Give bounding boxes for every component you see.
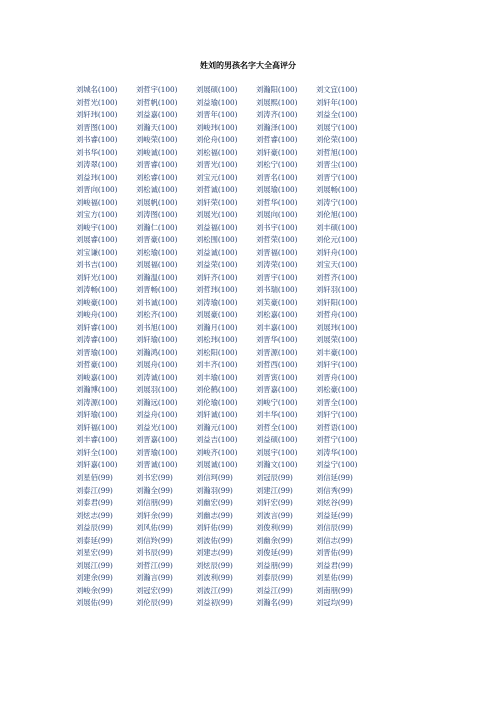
name-cell: 刘哲光(100) bbox=[76, 97, 118, 107]
name-cell: 刘轩荣(100) bbox=[196, 197, 238, 207]
name-cell: 刘书诚(100) bbox=[136, 297, 178, 307]
name-cell: 刘书旭(100) bbox=[136, 322, 178, 332]
name-cell: 刘益瑜(100) bbox=[196, 97, 238, 107]
name-cell: 刘信羚(99) bbox=[136, 535, 173, 545]
name-cell: 刘星宏(99) bbox=[76, 548, 113, 558]
name-cell: 刘幽宏(99) bbox=[196, 498, 233, 508]
name-cell: 刘伦瑜(100) bbox=[196, 397, 238, 407]
name-cell: 刘轩阳(100) bbox=[316, 297, 358, 307]
name-cell: 刘书瑞(100) bbox=[256, 285, 298, 295]
name-cell: 刘松睿(100) bbox=[136, 172, 178, 182]
name-cell: 刘幽志(99) bbox=[196, 510, 233, 520]
name-cell: 刘文宜(100) bbox=[316, 85, 358, 94]
name-cell: 刘宝方(100) bbox=[76, 210, 118, 220]
name-cell: 刘晋寅(100) bbox=[256, 372, 298, 382]
name-cell: 刘展荣(100) bbox=[316, 335, 358, 345]
name-cell: 刘星佰(99) bbox=[76, 472, 113, 482]
name-cell: 刘涛翠(100) bbox=[76, 160, 118, 170]
name-cell: 刘晋舟(100) bbox=[316, 372, 358, 382]
name-table bbox=[76, 84, 456, 610]
name-cell: 刘炫谷(99) bbox=[316, 498, 353, 508]
name-cell: 刘峻宁(100) bbox=[256, 397, 298, 407]
name-cell: 刘信秀(99) bbox=[316, 485, 353, 495]
name-cell: 刘信珂(99) bbox=[196, 472, 233, 482]
name-cell: 刘益舟(100) bbox=[136, 410, 178, 420]
name-cell: 刘哲旭(100) bbox=[316, 147, 358, 157]
name-cell: 刘丰齐(100) bbox=[196, 360, 238, 370]
name-cell: 刘展帆(100) bbox=[136, 197, 178, 207]
name-cell: 刘晋福(100) bbox=[256, 247, 298, 257]
name-cell: 刘展瑜(100) bbox=[256, 185, 298, 195]
name-cell: 刘瀚羽(99) bbox=[196, 485, 233, 495]
name-cell: 刘益朋(99) bbox=[256, 560, 293, 570]
name-cell: 刘轩全(100) bbox=[76, 447, 118, 457]
name-cell: 刘书宏(99) bbox=[136, 472, 173, 482]
name-cell: 刘轩光(100) bbox=[76, 272, 118, 282]
name-cell: 刘炫辰(99) bbox=[196, 560, 233, 570]
name-cell: 刘峻玮(100) bbox=[196, 122, 238, 132]
name-cell: 刘峻齐(100) bbox=[196, 447, 238, 457]
name-cell: 刘伦辰(99) bbox=[136, 598, 173, 608]
name-cell: 刘幽余(99) bbox=[256, 535, 293, 545]
name-cell: 刘益荣(100) bbox=[196, 260, 238, 270]
name-cell: 刘峻诚(100) bbox=[136, 147, 178, 157]
name-cell: 刘书宇(100) bbox=[256, 222, 298, 232]
name-cell: 刘瀚阳(100) bbox=[256, 85, 298, 94]
name-cell: 刘芙豪(100) bbox=[256, 297, 298, 307]
name-cell: 刘展熙(100) bbox=[256, 97, 298, 107]
name-cell: 刘哲玮(100) bbox=[196, 285, 238, 295]
name-cell: 刘展畅(100) bbox=[316, 185, 358, 195]
name-cell: 刘涛瑜(100) bbox=[196, 297, 238, 307]
name-cell: 刘晋宁(100) bbox=[316, 172, 358, 182]
name-cell: 刘俊利(99) bbox=[256, 523, 293, 533]
name-cell: 刘展舟(100) bbox=[136, 360, 178, 370]
name-cell: 刘哲睿(100) bbox=[256, 135, 298, 145]
name-cell: 刘展向(100) bbox=[256, 210, 298, 220]
name-cell: 刘瀚全(99) bbox=[136, 485, 173, 495]
name-cell: 刘益光(100) bbox=[136, 422, 178, 432]
name-cell: 刘瀚天(100) bbox=[136, 122, 178, 132]
name-cell: 刘展佑(99) bbox=[76, 598, 113, 608]
name-cell: 刘炫志(99) bbox=[76, 510, 113, 520]
name-cell: 刘松诚(100) bbox=[136, 185, 178, 195]
name-cell: 刘伦鹤(100) bbox=[196, 385, 238, 395]
name-cell: 刘瀚博(100) bbox=[76, 385, 118, 395]
name-cell: 刘轩宏(99) bbox=[256, 498, 293, 508]
name-cell: 刘峻余(99) bbox=[76, 585, 113, 595]
name-cell: 刘展玮(100) bbox=[316, 322, 358, 332]
name-cell: 刘展羽(100) bbox=[136, 385, 178, 395]
name-cell: 刘轩诚(100) bbox=[196, 410, 238, 420]
name-cell: 刘轩舟(100) bbox=[316, 247, 358, 257]
name-cell: 刘丰豪(100) bbox=[316, 347, 358, 357]
name-cell: 刘松豪(100) bbox=[316, 385, 358, 395]
name-cell: 刘波言(99) bbox=[256, 510, 293, 520]
name-cell: 刘峻舟(100) bbox=[76, 310, 118, 320]
name-cell: 刘益君(99) bbox=[316, 560, 353, 570]
name-cell: 刘松阳(100) bbox=[196, 347, 238, 357]
name-cell: 刘哲舟(100) bbox=[316, 310, 358, 320]
name-cell: 刘松围(100) bbox=[196, 235, 238, 245]
name-cell: 刘涛荣(100) bbox=[256, 260, 298, 270]
name-cell: 刘益嘉(100) bbox=[136, 110, 178, 120]
name-cell: 刘哲华(100) bbox=[256, 197, 298, 207]
name-cell: 刘峻荣(100) bbox=[136, 135, 178, 145]
name-cell: 刘晋华(100) bbox=[256, 335, 298, 345]
name-cell: 刘轩嘉(100) bbox=[76, 460, 118, 470]
name-cell: 刘瀚温(100) bbox=[136, 272, 178, 282]
name-cell: 刘哲荣(100) bbox=[256, 235, 298, 245]
name-cell: 刘丰华(100) bbox=[256, 410, 298, 420]
name-cell: 刘峻嘉(100) bbox=[76, 372, 118, 382]
name-cell: 刘涛图(100) bbox=[136, 210, 178, 220]
name-cell: 刘展睿(100) bbox=[76, 235, 118, 245]
name-cell: 刘益延(99) bbox=[316, 510, 353, 520]
name-cell: 刘晋源(100) bbox=[256, 347, 298, 357]
name-cell: 刘晋豪(100) bbox=[136, 235, 178, 245]
name-cell: 刘丰嘉(100) bbox=[256, 322, 298, 332]
name-cell: 刘晋睿(100) bbox=[136, 160, 178, 170]
name-cell: 刘晋瑜(100) bbox=[76, 347, 118, 357]
name-cell: 刘星佑(99) bbox=[316, 573, 353, 583]
name-cell: 刘俊延(99) bbox=[256, 548, 293, 558]
name-cell: 刘泰江(99) bbox=[76, 485, 113, 495]
name-cell: 刘轩宇(100) bbox=[316, 360, 358, 370]
name-cell: 刘波利(99) bbox=[196, 573, 233, 583]
name-cell: 刘伦荣(100) bbox=[316, 135, 358, 145]
name-cell: 刘瀚远(100) bbox=[136, 397, 178, 407]
name-cell: 刘瀚文(100) bbox=[256, 460, 298, 470]
name-cell: 刘峻福(100) bbox=[76, 197, 118, 207]
name-cell: 刘晋佑(99) bbox=[316, 548, 353, 558]
name-cell: 刘信辰(99) bbox=[316, 523, 353, 533]
name-cell: 刘哲帆(100) bbox=[136, 97, 178, 107]
name-cell: 刘益江(99) bbox=[256, 585, 293, 595]
name-cell: 刘哲宇(100) bbox=[136, 85, 178, 94]
name-cell: 刘哲江(99) bbox=[136, 560, 173, 570]
name-cell: 刘书华(100) bbox=[76, 147, 118, 157]
name-cell: 刘益宁(100) bbox=[316, 460, 358, 470]
name-cell: 刘涛源(100) bbox=[76, 397, 118, 407]
name-cell: 刘晋名(100) bbox=[256, 172, 298, 182]
name-cell: 刘建江(99) bbox=[256, 485, 293, 495]
name-cell: 刘益初(99) bbox=[196, 598, 233, 608]
name-cell: 刘伦舟(100) bbox=[196, 135, 238, 145]
name-cell: 刘风佑(99) bbox=[136, 523, 173, 533]
name-cell: 刘展宇(100) bbox=[256, 447, 298, 457]
name-cell: 刘信朋(99) bbox=[136, 498, 173, 508]
name-cell: 刘松瑜(100) bbox=[136, 247, 178, 257]
name-cell: 刘瀚鸿(100) bbox=[136, 347, 178, 357]
name-cell: 刘哲全(100) bbox=[256, 422, 298, 432]
name-cell: 刘展福(100) bbox=[136, 260, 178, 270]
name-cell: 刘晋向(100) bbox=[76, 185, 118, 195]
name-cell: 刘丰瑜(100) bbox=[196, 372, 238, 382]
name-cell: 刘晋瑜(100) bbox=[136, 447, 178, 457]
name-cell: 刘涛齐(100) bbox=[256, 110, 298, 120]
name-cell: 刘波江(99) bbox=[196, 585, 233, 595]
name-cell: 刘建余(99) bbox=[76, 573, 113, 583]
name-cell: 刘瀚泽(100) bbox=[256, 122, 298, 132]
name-cell: 刘宝元(100) bbox=[196, 172, 238, 182]
name-cell: 刘益辰(99) bbox=[76, 523, 113, 533]
name-cell: 刘松嘉(100) bbox=[256, 310, 298, 320]
name-cell: 刘伦元(100) bbox=[316, 235, 358, 245]
name-cell: 刘宝天(100) bbox=[316, 260, 358, 270]
name-cell: 刘书睿(100) bbox=[76, 135, 118, 145]
name-cell: 刘轩齐(100) bbox=[196, 272, 238, 282]
name-cell: 刘哲宁(100) bbox=[316, 435, 358, 445]
name-cell: 刘哲诚(100) bbox=[196, 185, 238, 195]
name-cell: 刘峻宇(100) bbox=[76, 222, 118, 232]
name-cell: 刘晋全(100) bbox=[316, 397, 358, 407]
name-cell: 刘城名(100) bbox=[76, 85, 118, 94]
name-cell: 刘峻豪(100) bbox=[76, 297, 118, 307]
name-cell: 刘轩羽(100) bbox=[316, 285, 358, 295]
name-cell: 刘涛华(100) bbox=[316, 447, 358, 457]
name-cell: 刘丰睿(100) bbox=[76, 435, 118, 445]
name-cell: 刘冠宏(99) bbox=[136, 585, 173, 595]
name-cell: 刘哲西(100) bbox=[256, 360, 298, 370]
name-cell: 刘涛诚(100) bbox=[136, 372, 178, 382]
name-cell: 刘冠均(99) bbox=[316, 598, 353, 608]
name-cell: 刘晋尘(100) bbox=[316, 160, 358, 170]
name-cell: 刘瀚仁(100) bbox=[136, 222, 178, 232]
name-cell: 刘瀚元(100) bbox=[196, 422, 238, 432]
name-cell: 刘益全(100) bbox=[316, 110, 358, 120]
name-cell: 刘瀚名(99) bbox=[256, 598, 293, 608]
name-cell: 刘晋嘉(100) bbox=[136, 435, 178, 445]
name-cell: 刘益诚(100) bbox=[196, 247, 238, 257]
name-cell: 刘涛宁(100) bbox=[316, 197, 358, 207]
name-cell: 刘轩佑(99) bbox=[196, 523, 233, 533]
name-cell: 刘波佑(99) bbox=[196, 535, 233, 545]
name-cell: 刘宝谦(100) bbox=[76, 247, 118, 257]
name-cell: 刘晋图(100) bbox=[76, 122, 118, 132]
name-cell: 刘轩宁(100) bbox=[316, 410, 358, 420]
name-cell: 刘泰君(99) bbox=[76, 498, 113, 508]
name-cell: 刘晋畅(100) bbox=[136, 285, 178, 295]
name-cell: 刘轩瑜(100) bbox=[136, 335, 178, 345]
document-title: 姓刘的男孩名字大全高评分 bbox=[200, 61, 296, 70]
name-cell: 刘晋光(100) bbox=[196, 160, 238, 170]
name-cell: 刘瀚月(100) bbox=[196, 322, 238, 332]
name-cell: 刘哲齐(100) bbox=[316, 272, 358, 282]
name-cell: 刘书吉(100) bbox=[76, 260, 118, 270]
name-cell: 刘益玮(100) bbox=[76, 172, 118, 182]
name-cell: 刘泰辰(99) bbox=[256, 573, 293, 583]
name-cell: 刘信志(99) bbox=[316, 535, 353, 545]
name-cell: 刘益吉(100) bbox=[196, 435, 238, 445]
name-cell: 刘涛睿(100) bbox=[76, 335, 118, 345]
name-cell: 刘瀚言(99) bbox=[136, 573, 173, 583]
name-cell: 刘哲语(100) bbox=[316, 422, 358, 432]
name-cell: 刘轩年(100) bbox=[316, 97, 358, 107]
name-cell: 刘泰延(99) bbox=[76, 535, 113, 545]
name-cell: 刘展宁(100) bbox=[316, 122, 358, 132]
name-cell: 刘晋诚(100) bbox=[136, 460, 178, 470]
name-cell: 刘轩豪(100) bbox=[256, 147, 298, 157]
name-cell: 刘松齐(100) bbox=[136, 310, 178, 320]
name-cell: 刘建志(99) bbox=[196, 548, 233, 558]
name-cell: 刘展光(100) bbox=[196, 210, 238, 220]
name-cell: 刘展诚(100) bbox=[196, 460, 238, 470]
name-cell: 刘轩玮(100) bbox=[76, 110, 118, 120]
name-cell: 刘晋嘉(100) bbox=[256, 385, 298, 395]
name-cell: 刘轩余(99) bbox=[136, 510, 173, 520]
name-cell: 刘轩瑜(100) bbox=[76, 410, 118, 420]
name-cell: 刘轩福(100) bbox=[76, 422, 118, 432]
name-cell: 刘冠辰(99) bbox=[256, 472, 293, 482]
name-cell: 刘信延(99) bbox=[316, 472, 353, 482]
name-cell: 刘益福(100) bbox=[196, 222, 238, 232]
name-cell: 刘涛畅(100) bbox=[76, 285, 118, 295]
name-cell: 刘益硕(100) bbox=[256, 435, 298, 445]
name-cell: 刘哲豪(100) bbox=[76, 360, 118, 370]
name-cell: 刘书辰(99) bbox=[136, 548, 173, 558]
name-cell: 刘展江(99) bbox=[76, 560, 113, 570]
name-cell: 刘轩睿(100) bbox=[76, 322, 118, 332]
name-cell: 刘丰硕(100) bbox=[316, 222, 358, 232]
name-cell: 刘展硕(100) bbox=[196, 85, 238, 94]
name-cell: 刘晋宇(100) bbox=[256, 272, 298, 282]
name-cell: 刘松福(100) bbox=[196, 147, 238, 157]
name-cell: 刘松玮(100) bbox=[196, 335, 238, 345]
name-cell: 刘南朋(99) bbox=[316, 585, 353, 595]
name-cell: 刘晋年(100) bbox=[196, 110, 238, 120]
name-cell: 刘展豪(100) bbox=[196, 310, 238, 320]
name-cell: 刘伦旭(100) bbox=[316, 210, 358, 220]
name-cell: 刘松宁(100) bbox=[256, 160, 298, 170]
